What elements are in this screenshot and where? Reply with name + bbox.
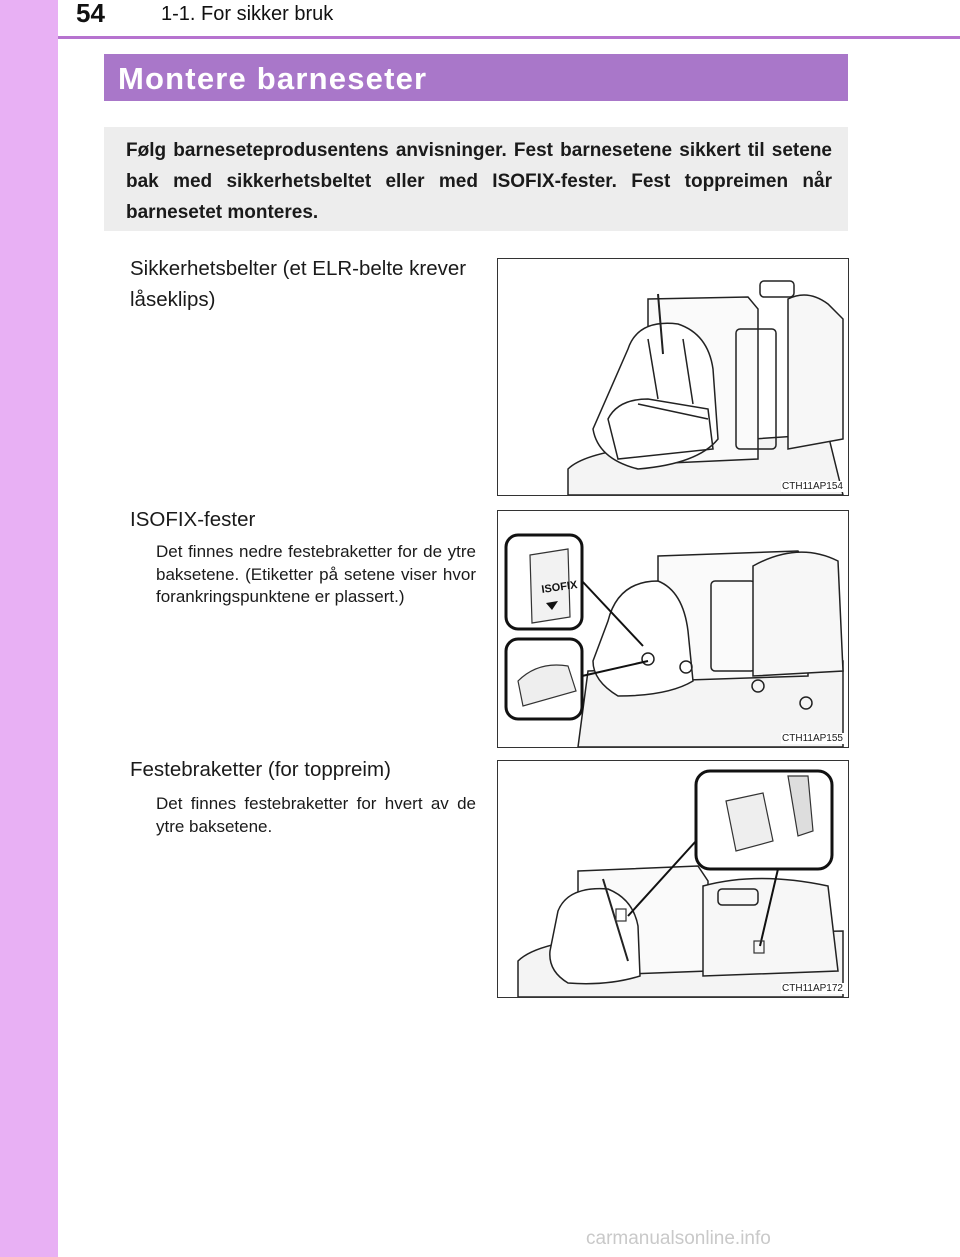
isofix-tag-label: ISOFIX (540, 579, 579, 596)
figure-code: CTH11AP154 (782, 481, 843, 492)
figure-top-tether (497, 760, 849, 998)
intro-box (104, 127, 848, 231)
isofix-anchor-illustration-icon (498, 511, 848, 747)
item-desc-isofix: Det finnes nedre festebraketter for de ytre baksetene. (Etiketter på setene viser hvor forankringspunktene er plassert.) (156, 542, 476, 606)
title-bar (104, 54, 848, 101)
page-title: Montere barneseter (118, 61, 428, 96)
figure-code: CTH11AP155 (782, 733, 843, 744)
section-label: 1-1. For sikker bruk (161, 3, 334, 25)
figure-isofix (497, 510, 849, 748)
item-heading-top-tether: Festebraketter (for toppreim) (130, 758, 391, 781)
child-seat-belt-illustration-icon (498, 259, 848, 495)
item-heading-seat-belts: Sikkerhetsbelter (et ELR-belte krever låseklips) (130, 257, 467, 311)
intro-text: Følg barneseteprodusentens anvisninger. Fest barnesetene sikkert til setene bak med sikkerhetsbeltet eller med ISOFIX-fester. Fest toppreimen når barnesetet monteres. (126, 140, 832, 223)
item-heading-isofix: ISOFIX-fester (130, 508, 256, 531)
watermark: carmanualsonline.info (586, 1228, 771, 1249)
item-desc-top-tether: Det finnes festebraketter for hvert av de ytre baksetene. (156, 794, 476, 836)
header-rule (58, 36, 960, 39)
top-tether-illustration-icon (498, 761, 848, 997)
page-number: 54 (76, 0, 105, 28)
figure-code: CTH11AP172 (782, 983, 843, 994)
figure-seat-belts (497, 258, 849, 496)
side-strip (0, 0, 58, 1257)
